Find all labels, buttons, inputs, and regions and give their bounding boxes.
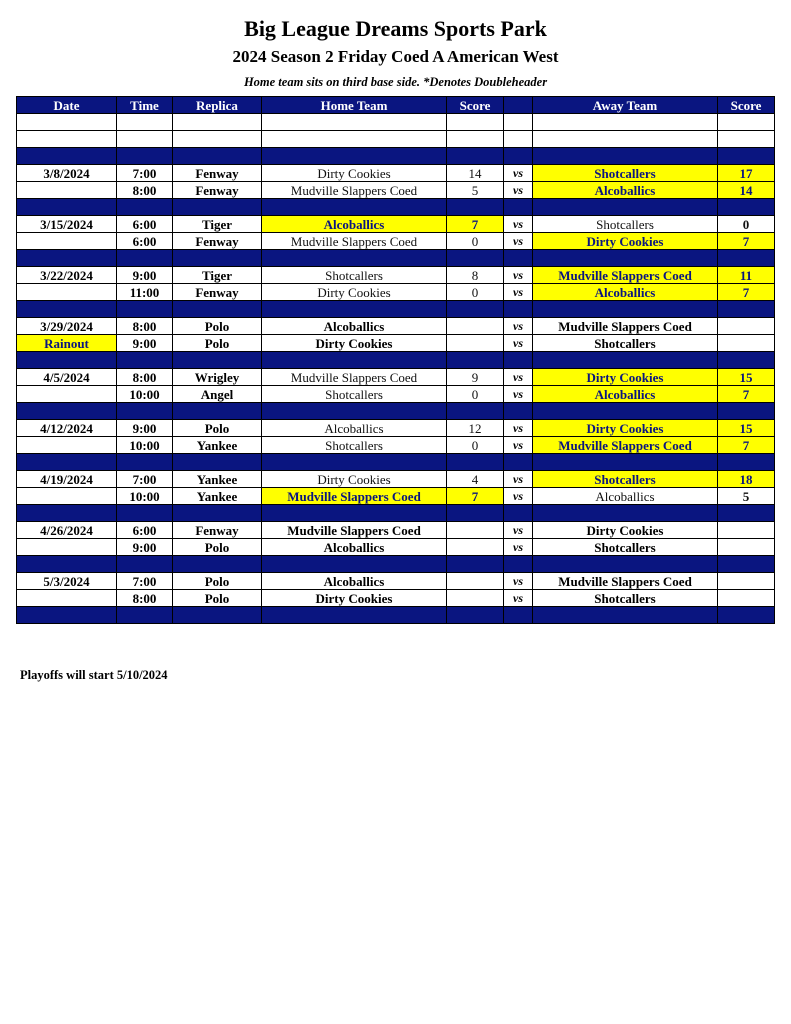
blank-row xyxy=(17,114,775,131)
away-team: Shotcallers xyxy=(533,216,718,233)
game-time: 6:00 xyxy=(117,233,173,250)
away-team: Alcoballics xyxy=(533,488,718,505)
separator-row xyxy=(17,454,775,471)
game-date: 3/15/2024 xyxy=(17,216,117,233)
game-row xyxy=(17,488,775,505)
empty-cell xyxy=(718,505,775,522)
empty-cell xyxy=(718,556,775,573)
home-team: Alcoballics xyxy=(262,216,447,233)
away-team: Mudville Slappers Coed xyxy=(533,267,718,284)
game-date: 4/12/2024 xyxy=(17,420,117,437)
empty-cell xyxy=(17,114,117,131)
empty-cell xyxy=(262,114,447,131)
home-team: Dirty Cookies xyxy=(262,590,447,607)
game-date: 4/5/2024 xyxy=(17,369,117,386)
empty-cell xyxy=(718,148,775,165)
schedule-note: Home team sits on third base side. *Denotes Doubleheader xyxy=(243,75,548,89)
empty-cell xyxy=(533,607,718,624)
empty-cell xyxy=(262,131,447,148)
away-team: Shotcallers xyxy=(533,165,718,182)
game-date: 5/3/2024 xyxy=(17,573,117,590)
game-row xyxy=(17,182,775,199)
home-team: Mudville Slappers Coed xyxy=(262,369,447,386)
home-score: 9 xyxy=(447,369,504,386)
empty-cell xyxy=(447,505,504,522)
game-date xyxy=(17,590,117,607)
field-replica: Wrigley xyxy=(173,369,262,386)
empty-cell xyxy=(117,454,173,471)
empty-cell xyxy=(173,301,262,318)
away-score: 7 xyxy=(718,233,775,250)
game-row xyxy=(17,590,775,607)
empty-cell xyxy=(117,148,173,165)
away-score: 0 xyxy=(718,216,775,233)
field-replica: Yankee xyxy=(173,488,262,505)
home-score xyxy=(447,318,504,335)
field-replica: Polo xyxy=(173,539,262,556)
separator-row xyxy=(17,352,775,369)
home-score: 0 xyxy=(447,233,504,250)
empty-cell xyxy=(447,131,504,148)
game-time: 8:00 xyxy=(117,590,173,607)
away-score xyxy=(718,573,775,590)
away-score: 14 xyxy=(718,182,775,199)
empty-cell xyxy=(718,199,775,216)
schedule-table xyxy=(16,96,775,624)
empty-cell xyxy=(262,505,447,522)
empty-cell xyxy=(17,556,117,573)
column-header-home-team: Home Team xyxy=(262,97,447,114)
empty-cell xyxy=(718,250,775,267)
empty-cell xyxy=(173,250,262,267)
away-team: Shotcallers xyxy=(533,539,718,556)
game-date xyxy=(17,386,117,403)
empty-cell xyxy=(117,556,173,573)
away-score: 7 xyxy=(718,437,775,454)
empty-cell xyxy=(447,403,504,420)
column-header-time: Time xyxy=(117,97,173,114)
empty-cell xyxy=(117,250,173,267)
empty-cell xyxy=(718,403,775,420)
game-time: 9:00 xyxy=(117,267,173,284)
empty-cell xyxy=(173,403,262,420)
away-team: Mudville Slappers Coed xyxy=(533,573,718,590)
empty-cell xyxy=(262,250,447,267)
home-score: 7 xyxy=(447,488,504,505)
game-time: 8:00 xyxy=(117,182,173,199)
field-replica: Fenway xyxy=(173,165,262,182)
empty-cell xyxy=(117,199,173,216)
field-replica: Fenway xyxy=(173,522,262,539)
vs-label: vs xyxy=(504,165,533,182)
home-team: Dirty Cookies xyxy=(262,165,447,182)
game-row xyxy=(17,216,775,233)
empty-cell xyxy=(262,301,447,318)
empty-cell xyxy=(533,403,718,420)
game-row xyxy=(17,233,775,250)
vs-label: vs xyxy=(504,335,533,352)
vs-label: vs xyxy=(504,386,533,403)
empty-cell xyxy=(718,114,775,131)
game-row xyxy=(17,522,775,539)
column-header-date: Date xyxy=(17,97,117,114)
away-score: 11 xyxy=(718,267,775,284)
game-time: 7:00 xyxy=(117,471,173,488)
field-replica: Tiger xyxy=(173,267,262,284)
empty-cell xyxy=(504,556,533,573)
home-score xyxy=(447,335,504,352)
home-team: Shotcallers xyxy=(262,386,447,403)
game-row xyxy=(17,267,775,284)
field-replica: Tiger xyxy=(173,216,262,233)
empty-cell xyxy=(504,454,533,471)
empty-cell xyxy=(533,250,718,267)
home-team: Mudville Slappers Coed xyxy=(262,522,447,539)
empty-cell xyxy=(17,148,117,165)
away-score: 5 xyxy=(718,488,775,505)
column-header-away-score: Score xyxy=(718,97,775,114)
empty-cell xyxy=(173,505,262,522)
away-team: Shotcallers xyxy=(533,335,718,352)
empty-cell xyxy=(447,250,504,267)
game-row xyxy=(17,318,775,335)
vs-label: vs xyxy=(504,182,533,199)
separator-row xyxy=(17,607,775,624)
page-title: Big League Dreams Sports Park xyxy=(244,16,547,41)
home-score xyxy=(447,573,504,590)
empty-cell xyxy=(533,454,718,471)
empty-cell xyxy=(117,607,173,624)
empty-cell xyxy=(262,607,447,624)
field-replica: Polo xyxy=(173,590,262,607)
empty-cell xyxy=(17,131,117,148)
empty-cell xyxy=(504,352,533,369)
vs-label: vs xyxy=(504,539,533,556)
away-team: Alcoballics xyxy=(533,284,718,301)
vs-label: vs xyxy=(504,369,533,386)
empty-cell xyxy=(117,114,173,131)
home-score xyxy=(447,539,504,556)
home-team: Dirty Cookies xyxy=(262,471,447,488)
game-time: 8:00 xyxy=(117,369,173,386)
home-score xyxy=(447,590,504,607)
away-team: Dirty Cookies xyxy=(533,420,718,437)
field-replica: Yankee xyxy=(173,471,262,488)
empty-cell xyxy=(17,607,117,624)
game-row xyxy=(17,420,775,437)
empty-cell xyxy=(504,199,533,216)
away-team: Mudville Slappers Coed xyxy=(533,437,718,454)
home-team: Mudville Slappers Coed xyxy=(262,182,447,199)
away-team: Shotcallers xyxy=(533,471,718,488)
empty-cell xyxy=(533,148,718,165)
away-team: Dirty Cookies xyxy=(533,522,718,539)
empty-cell xyxy=(117,505,173,522)
empty-cell xyxy=(447,556,504,573)
empty-cell xyxy=(447,454,504,471)
away-team: Dirty Cookies xyxy=(533,233,718,250)
empty-cell xyxy=(533,114,718,131)
game-time: 9:00 xyxy=(117,539,173,556)
game-date xyxy=(17,539,117,556)
home-team: Mudville Slappers Coed xyxy=(262,233,447,250)
home-score: 0 xyxy=(447,284,504,301)
empty-cell xyxy=(173,199,262,216)
empty-cell xyxy=(718,607,775,624)
empty-cell xyxy=(17,250,117,267)
separator-row xyxy=(17,556,775,573)
empty-cell xyxy=(117,352,173,369)
footer-note: Playoffs will start 5/10/2024 xyxy=(20,668,168,682)
empty-cell xyxy=(173,556,262,573)
empty-cell xyxy=(17,403,117,420)
game-row xyxy=(17,335,775,352)
away-score xyxy=(718,335,775,352)
game-time: 10:00 xyxy=(117,437,173,454)
home-team: Alcoballics xyxy=(262,420,447,437)
game-row xyxy=(17,386,775,403)
game-time: 7:00 xyxy=(117,573,173,590)
vs-label: vs xyxy=(504,420,533,437)
empty-cell xyxy=(504,148,533,165)
home-score: 4 xyxy=(447,471,504,488)
game-time: 10:00 xyxy=(117,386,173,403)
table-header-row xyxy=(17,97,775,114)
game-time: 6:00 xyxy=(117,216,173,233)
empty-cell xyxy=(17,505,117,522)
game-time: 10:00 xyxy=(117,488,173,505)
game-date xyxy=(17,182,117,199)
empty-cell xyxy=(262,556,447,573)
empty-cell xyxy=(533,556,718,573)
empty-cell xyxy=(504,505,533,522)
empty-cell xyxy=(262,403,447,420)
field-replica: Polo xyxy=(173,335,262,352)
schedule-body xyxy=(17,114,775,624)
field-replica: Polo xyxy=(173,420,262,437)
separator-row xyxy=(17,403,775,420)
vs-label: vs xyxy=(504,522,533,539)
empty-cell xyxy=(262,148,447,165)
blank-row xyxy=(17,131,775,148)
empty-cell xyxy=(718,454,775,471)
away-team: Alcoballics xyxy=(533,386,718,403)
field-replica: Angel xyxy=(173,386,262,403)
vs-label: vs xyxy=(504,488,533,505)
home-score: 8 xyxy=(447,267,504,284)
game-date xyxy=(17,437,117,454)
page-subtitle: 2024 Season 2 Friday Coed A American West xyxy=(232,47,559,66)
home-team: Alcoballics xyxy=(262,573,447,590)
away-score: 17 xyxy=(718,165,775,182)
empty-cell xyxy=(504,114,533,131)
field-replica: Fenway xyxy=(173,284,262,301)
empty-cell xyxy=(504,403,533,420)
empty-cell xyxy=(533,199,718,216)
separator-row xyxy=(17,250,775,267)
empty-cell xyxy=(718,131,775,148)
home-team: Alcoballics xyxy=(262,318,447,335)
home-team: Alcoballics xyxy=(262,539,447,556)
game-time: 7:00 xyxy=(117,165,173,182)
column-header-replica: Replica xyxy=(173,97,262,114)
away-score: 15 xyxy=(718,369,775,386)
away-team: Alcoballics xyxy=(533,182,718,199)
empty-cell xyxy=(447,148,504,165)
field-replica: Yankee xyxy=(173,437,262,454)
empty-cell xyxy=(718,352,775,369)
empty-cell xyxy=(262,454,447,471)
home-team: Dirty Cookies xyxy=(262,335,447,352)
empty-cell xyxy=(17,199,117,216)
column-header-away-team: Away Team xyxy=(533,97,718,114)
empty-cell xyxy=(447,199,504,216)
game-time: 9:00 xyxy=(117,335,173,352)
away-score xyxy=(718,318,775,335)
away-score: 15 xyxy=(718,420,775,437)
game-date: 4/19/2024 xyxy=(17,471,117,488)
column-header-vs xyxy=(504,97,533,114)
away-team: Dirty Cookies xyxy=(533,369,718,386)
game-row xyxy=(17,165,775,182)
vs-label: vs xyxy=(504,216,533,233)
home-score: 7 xyxy=(447,216,504,233)
empty-cell xyxy=(117,403,173,420)
empty-cell xyxy=(504,250,533,267)
separator-row xyxy=(17,505,775,522)
game-row xyxy=(17,369,775,386)
empty-cell xyxy=(173,148,262,165)
empty-cell xyxy=(504,607,533,624)
empty-cell xyxy=(533,505,718,522)
game-date xyxy=(17,488,117,505)
empty-cell xyxy=(533,131,718,148)
empty-cell xyxy=(447,114,504,131)
column-header-home-score: Score xyxy=(447,97,504,114)
game-date: 4/26/2024 xyxy=(17,522,117,539)
field-replica: Fenway xyxy=(173,182,262,199)
game-row xyxy=(17,539,775,556)
away-score xyxy=(718,590,775,607)
vs-label: vs xyxy=(504,318,533,335)
vs-label: vs xyxy=(504,471,533,488)
field-replica: Polo xyxy=(173,573,262,590)
rainout-label: Rainout xyxy=(17,335,117,352)
game-row xyxy=(17,573,775,590)
game-row xyxy=(17,437,775,454)
home-team: Shotcallers xyxy=(262,267,447,284)
game-date xyxy=(17,284,117,301)
home-score: 14 xyxy=(447,165,504,182)
home-score: 5 xyxy=(447,182,504,199)
empty-cell xyxy=(173,607,262,624)
away-score xyxy=(718,522,775,539)
vs-label: vs xyxy=(504,233,533,250)
empty-cell xyxy=(718,301,775,318)
separator-row xyxy=(17,148,775,165)
away-score: 7 xyxy=(718,284,775,301)
separator-row xyxy=(17,199,775,216)
empty-cell xyxy=(17,301,117,318)
vs-label: vs xyxy=(504,267,533,284)
home-team: Shotcallers xyxy=(262,437,447,454)
separator-row xyxy=(17,301,775,318)
empty-cell xyxy=(117,301,173,318)
empty-cell xyxy=(504,131,533,148)
home-team: Dirty Cookies xyxy=(262,284,447,301)
empty-cell xyxy=(504,301,533,318)
home-score: 12 xyxy=(447,420,504,437)
home-score: 0 xyxy=(447,437,504,454)
empty-cell xyxy=(533,352,718,369)
game-row xyxy=(17,471,775,488)
game-time: 8:00 xyxy=(117,318,173,335)
away-score xyxy=(718,539,775,556)
vs-label: vs xyxy=(504,590,533,607)
empty-cell xyxy=(262,352,447,369)
away-score: 18 xyxy=(718,471,775,488)
game-date: 3/8/2024 xyxy=(17,165,117,182)
empty-cell xyxy=(173,131,262,148)
away-team: Mudville Slappers Coed xyxy=(533,318,718,335)
game-date: 3/29/2024 xyxy=(17,318,117,335)
game-time: 6:00 xyxy=(117,522,173,539)
empty-cell xyxy=(533,301,718,318)
field-replica: Polo xyxy=(173,318,262,335)
home-score: 0 xyxy=(447,386,504,403)
empty-cell xyxy=(262,199,447,216)
empty-cell xyxy=(447,607,504,624)
field-replica: Fenway xyxy=(173,233,262,250)
empty-cell xyxy=(173,114,262,131)
game-time: 9:00 xyxy=(117,420,173,437)
empty-cell xyxy=(17,454,117,471)
empty-cell xyxy=(17,352,117,369)
home-score xyxy=(447,522,504,539)
empty-cell xyxy=(173,352,262,369)
game-time: 11:00 xyxy=(117,284,173,301)
game-row xyxy=(17,284,775,301)
away-score: 7 xyxy=(718,386,775,403)
away-team: Shotcallers xyxy=(533,590,718,607)
game-date: 3/22/2024 xyxy=(17,267,117,284)
empty-cell xyxy=(173,454,262,471)
empty-cell xyxy=(447,301,504,318)
home-team: Mudville Slappers Coed xyxy=(262,488,447,505)
vs-label: vs xyxy=(504,573,533,590)
game-date xyxy=(17,233,117,250)
empty-cell xyxy=(117,131,173,148)
vs-label: vs xyxy=(504,284,533,301)
vs-label: vs xyxy=(504,437,533,454)
empty-cell xyxy=(447,352,504,369)
